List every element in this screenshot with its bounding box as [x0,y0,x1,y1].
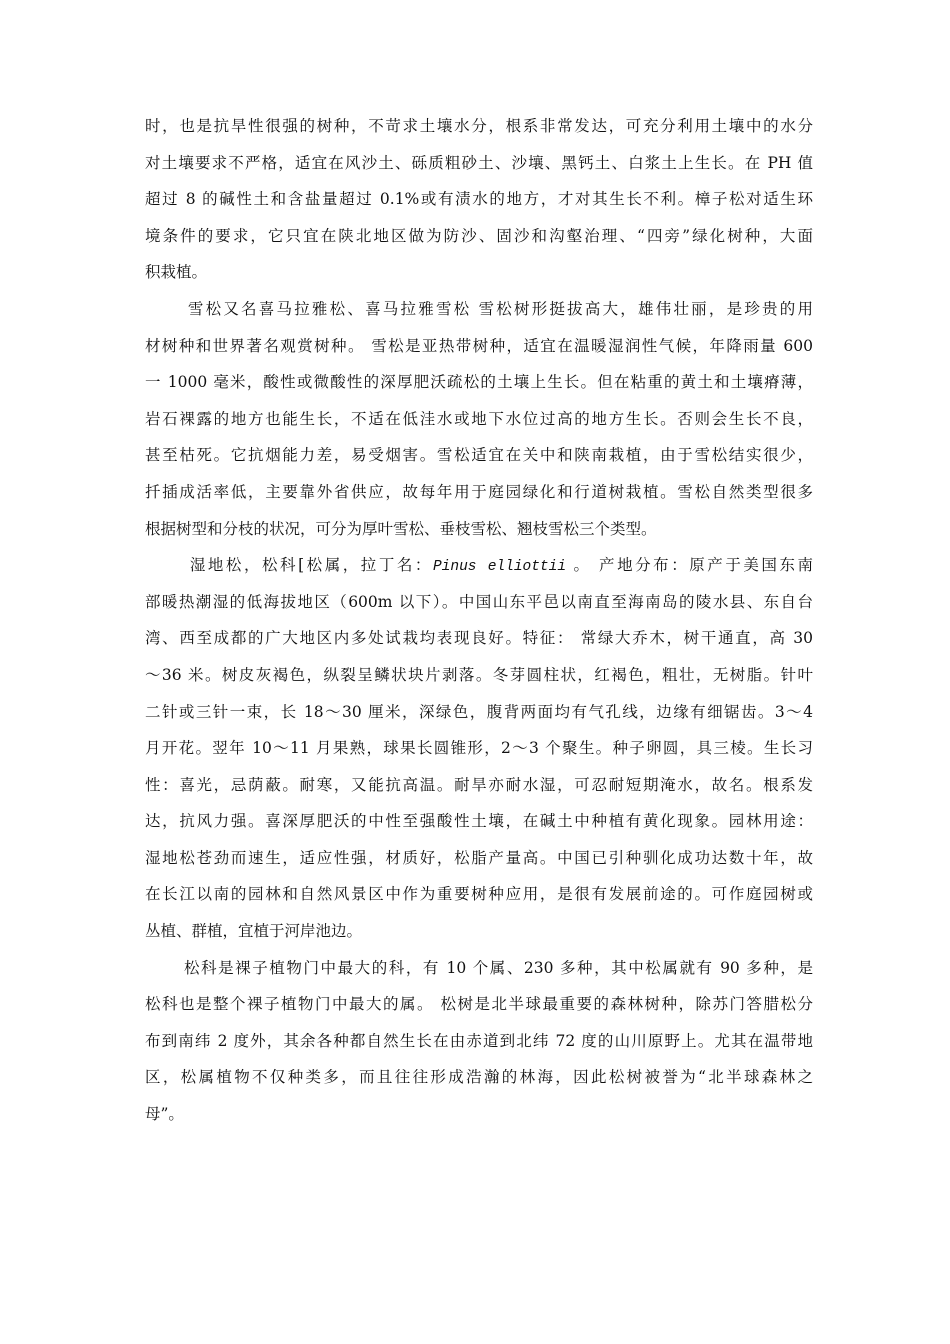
text-line: 超过 8 的碱性土和含盐量超过 0.1%或有渍水的地方，才对其生长不利。樟子松对适生环 [145,190,813,209]
text-line: 材树种和世界著名观赏树种。 雪松是亚热带树种，适宜在温暖湿润性气候，年降雨量 600 [145,336,813,355]
text-line [145,547,813,584]
paragraph-songke [145,950,813,1133]
text-line: 一 1000 毫米，酸性或微酸性的深厚肥沃疏松的土壤上生长。但在粘重的黄土和土壤瘠薄， [145,373,813,392]
text-line: 达，抗风力强。喜深厚肥沃的中性至强酸性土壤，在碱土中种植有黄化现象。园林用途： [145,812,813,831]
text-line: 根据树型和分枝的状况，可分为厚叶雪松、垂枝雪松、翘枝雪松三个类型。 [145,519,657,538]
latin-name: Pinus elliottii [432,559,567,576]
text-line: 对土壤要求不严格，适宜在风沙土、砾质粗砂土、沙壤、黑钙土、白浆土上生长。在 PH 值 [145,153,813,172]
text-line: 松科也是整个裸子植物门中最大的属。 松树是北半球最重要的森林树种，除苏门答腊松分 [145,995,813,1014]
text-line: 岩石裸露的地方也能生长，不适在低洼水或地下水位过高的地方生长。否则会生长不良， [145,409,813,428]
text-line: 二针或三针一束，长 18～30 厘米，深绿色，腹背两面均有气孔线，边缘有细锯齿。3～4 [145,702,813,721]
text-line: ～36 米。树皮灰褐色，纵裂呈鳞状块片剥落。冬芽圆柱状，红褐色，粗壮，无树脂。针叶 [145,665,813,684]
text-line: 月开花。翌年 10～11 月果熟，球果长圆锥形，2～3 个聚生。种子卵圆，具三棱。生长习 [145,739,813,758]
text-line: 在长江以南的园林和自然风景区中作为重要树种应用，是很有发展前途的。可作庭园树或 [145,885,813,904]
document-page [145,108,813,1133]
text-line: 扦插成活率低，主要靠外省供应，故每年用于庭园绿化和行道树栽植。雪松自然类型很多 [145,482,813,501]
text-line: 湿地松苍劲而速生，适应性强，材质好，松脂产量高。中国已引种驯化成功达数十年，故 [145,848,813,867]
text-line: 境条件的要求，它只宜在陕北地区做为防沙、固沙和沟壑治理、“四旁”绿化树种，大面 [145,226,813,245]
text-line: 母”。 [145,1105,184,1124]
text-line: 性：喜光，忌荫蔽。耐寒，又能抗高温。耐旱亦耐水湿，可忍耐短期淹水，故名。根系发 [145,775,813,794]
text-segment: 湿地松，松科[松属，拉丁名： [145,556,433,575]
text-line: 布到南纬 2 度外，其余各种都自然生长在由赤道到北纬 72 度的山川原野上。尤其在温带地 [145,1031,813,1050]
text-line: 部暖热潮湿的低海拔地区（600m 以下）。中国山东平邑以南直至海南岛的陵水县、东自台 [145,592,813,611]
text-segment: 。 产地分布：原产于美国东南 [566,556,813,575]
text-line: 积栽植。 [145,263,208,282]
paragraph-shidisong [145,547,813,950]
text-line: 松科是裸子植物门中最大的科，有 10 个属、230 多种，其中松属就有 90 多种，是 [145,958,813,977]
text-line: 区，松属植物不仅种类多，而且往往形成浩瀚的林海，因此松树被誉为“北半球森林之 [145,1068,813,1087]
paragraph-zhangzisong [145,108,813,291]
text-line: 甚至枯死。它抗烟能力差，易受烟害。雪松适宜在关中和陕南栽植，由于雪松结实很少， [145,446,813,465]
text-line: 湾、西至成都的广大地区内多处试栽均表现良好。特征： 常绿大乔木，树干通直，高 30 [145,629,813,648]
text-line: 雪松又名喜马拉雅松、喜马拉雅雪松 雪松树形挺拔高大，雄伟壮丽，是珍贵的用 [145,299,813,318]
text-line: 丛植、群植，宜植于河岸池边。 [145,922,363,941]
text-line: 时，也是抗旱性很强的树种，不苛求土壤水分，根系非常发达，可充分利用土壤中的水分 [145,117,813,135]
paragraph-xuesong [145,291,813,547]
